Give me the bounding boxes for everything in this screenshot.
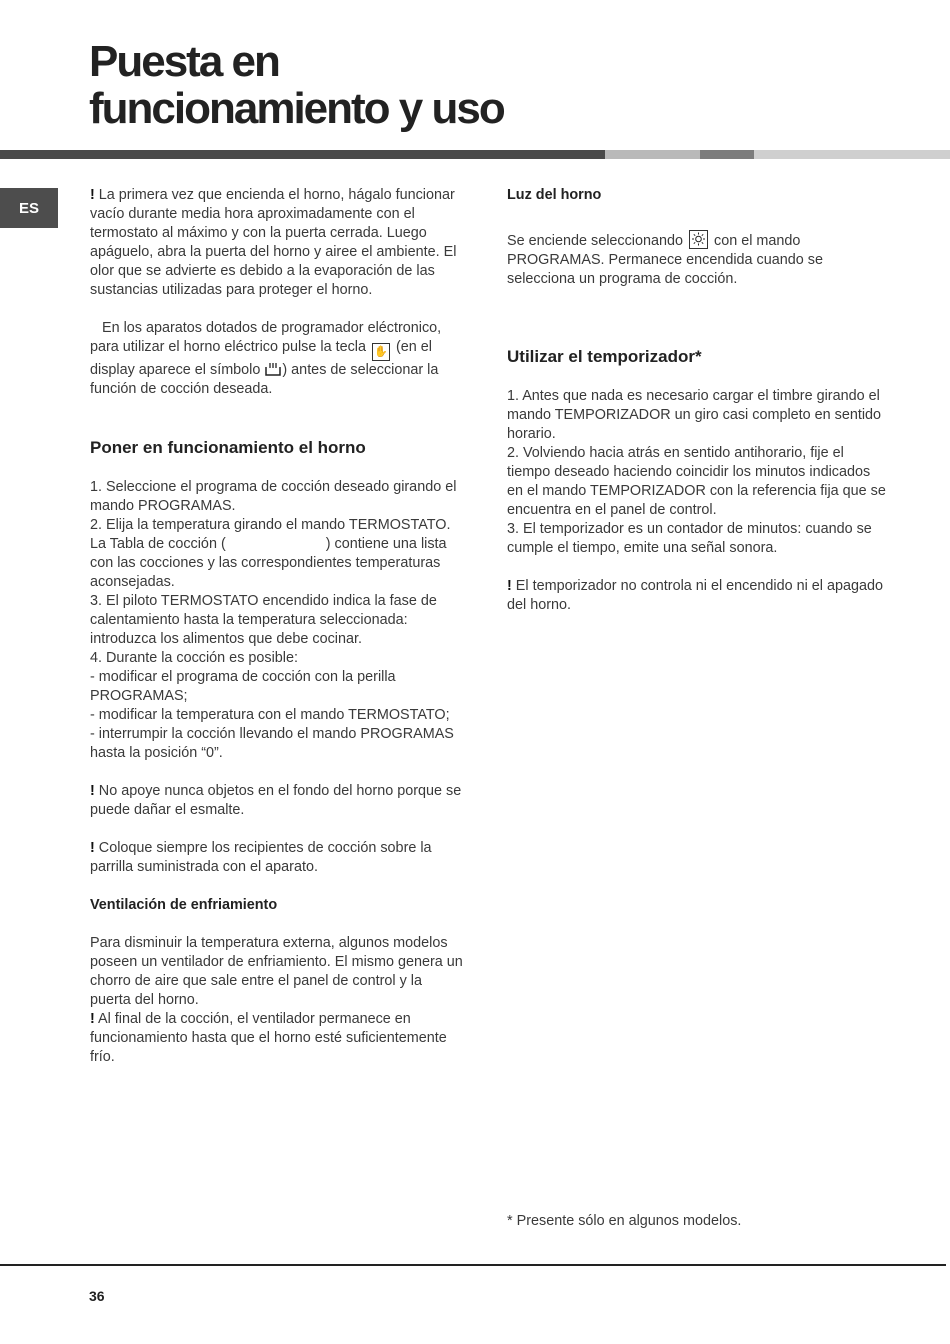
title-line-2: funcionamiento y uso xyxy=(89,84,504,133)
title-line-1: Puesta en xyxy=(89,37,279,86)
header-rule-pale xyxy=(754,150,950,159)
section-heading-start-oven: Poner en funcionamiento el horno xyxy=(90,438,366,457)
warning-enamel: ! No apoye nunca objetos en el fondo del horno porque se puede dañar el esmalte. xyxy=(90,783,462,818)
header-rule-mid xyxy=(700,150,754,159)
timer-step-1: 1. Antes que nada es necesario cargar el timbre girando el mando TEMPORIZADOR un giro casi completo en sentido horario. xyxy=(507,388,882,442)
step-3: 3. El piloto TERMOSTATO encendido indica la fase de calentamiento hasta la temperatura seleccionada: introduzca los alimentos que debe cocinar. xyxy=(90,593,437,647)
oven-light-paragraph: Se enciende seleccionando con el mando PROGRAMAS. Permanece encendida cuando se selecciona un programa de cocción. xyxy=(507,230,887,289)
language-tab: ES xyxy=(0,188,58,228)
timer-step-3: 3. El temporizador es un contador de minutos: cuando se cumple el tiempo, emite una señal sonora. xyxy=(507,521,872,556)
oven-lamp-icon xyxy=(689,230,708,249)
step-4-sub-2: - modificar la temperatura con el mando TERMOSTATO; xyxy=(90,707,450,723)
footer-rule xyxy=(0,1264,946,1266)
timer-warning: ! El temporizador no controla ni el encendido ni el apagado del horno. xyxy=(507,578,884,613)
right-column xyxy=(507,186,887,615)
warning-mark: ! xyxy=(90,187,95,203)
hand-key-icon: ✋ xyxy=(372,343,390,361)
section-heading-oven-light: Luz del horno xyxy=(507,187,602,203)
page-title xyxy=(89,38,504,132)
step-4: 4. Durante la cocción es posible: xyxy=(90,650,298,666)
step-2: 2. Elija la temperatura girando el mando TERMOSTATO. La Tabla de cocción ( ) contiene una lista con las cocciones y las correspondientes temperaturas aconsejadas. xyxy=(90,517,451,590)
page-number: 36 xyxy=(89,1288,105,1304)
cooling-warning: ! Al final de la cocción, el ventilador permanece en funcionamiento hasta que el horno esté suficientemente frío. xyxy=(90,1011,447,1065)
section-heading-timer: Utilizar el temporizador* xyxy=(507,347,702,366)
oven-heat-symbol-icon xyxy=(265,362,281,376)
left-column xyxy=(90,186,465,1067)
intro-paragraph-1: ! La primera vez que encienda el horno, hágalo funcionar vacío durante media hora aproximadamente con el termostato al máximo y con la puerta cerrada. Luego apáguelo, abra la puerta del horno y airee el ambiente. El olor que se advierte es debido a la evaporación de las sustancias utilizadas para proteger el horno. xyxy=(90,187,457,298)
intro-paragraph-2: En los aparatos dotados de programador eléctronico, para utilizar el horno eléctrico pulse la tecla ✋ (en el display aparece el símbolo ) antes de seleccionar la función de cocción deseada. xyxy=(90,320,446,397)
header-rule-dark xyxy=(0,150,605,159)
cooling-paragraph: Para disminuir la temperatura externa, algunos modelos poseen un ventilador de enfriamiento. El mismo genera un chorro de aire que sale entre el panel de control y la puerta del horno. xyxy=(90,935,463,1008)
section-heading-cooling: Ventilación de enfriamiento xyxy=(90,897,278,913)
timer-step-2: 2. Volviendo hacia atrás en sentido antihorario, fije el tiempo deseado haciendo coincidir los minutos indicados en el mando TEMPORIZADOR con la referencia fija que se encuentra en el panel de control. xyxy=(507,445,886,518)
step-4-sub-1: - modificar el programa de cocción con la perilla PROGRAMAS; xyxy=(90,669,396,704)
header-rule-light xyxy=(605,150,700,159)
step-4-sub-3: - interrumpir la cocción llevando el mando PROGRAMAS hasta la posición “0”. xyxy=(90,726,454,761)
warning-grid: ! Coloque siempre los recipientes de cocción sobre la parrilla suministrada con el aparato. xyxy=(90,840,432,875)
step-1: 1. Seleccione el programa de cocción deseado girando el mando PROGRAMAS. xyxy=(90,479,457,514)
footnote: * Presente sólo en algunos modelos. xyxy=(507,1213,742,1229)
